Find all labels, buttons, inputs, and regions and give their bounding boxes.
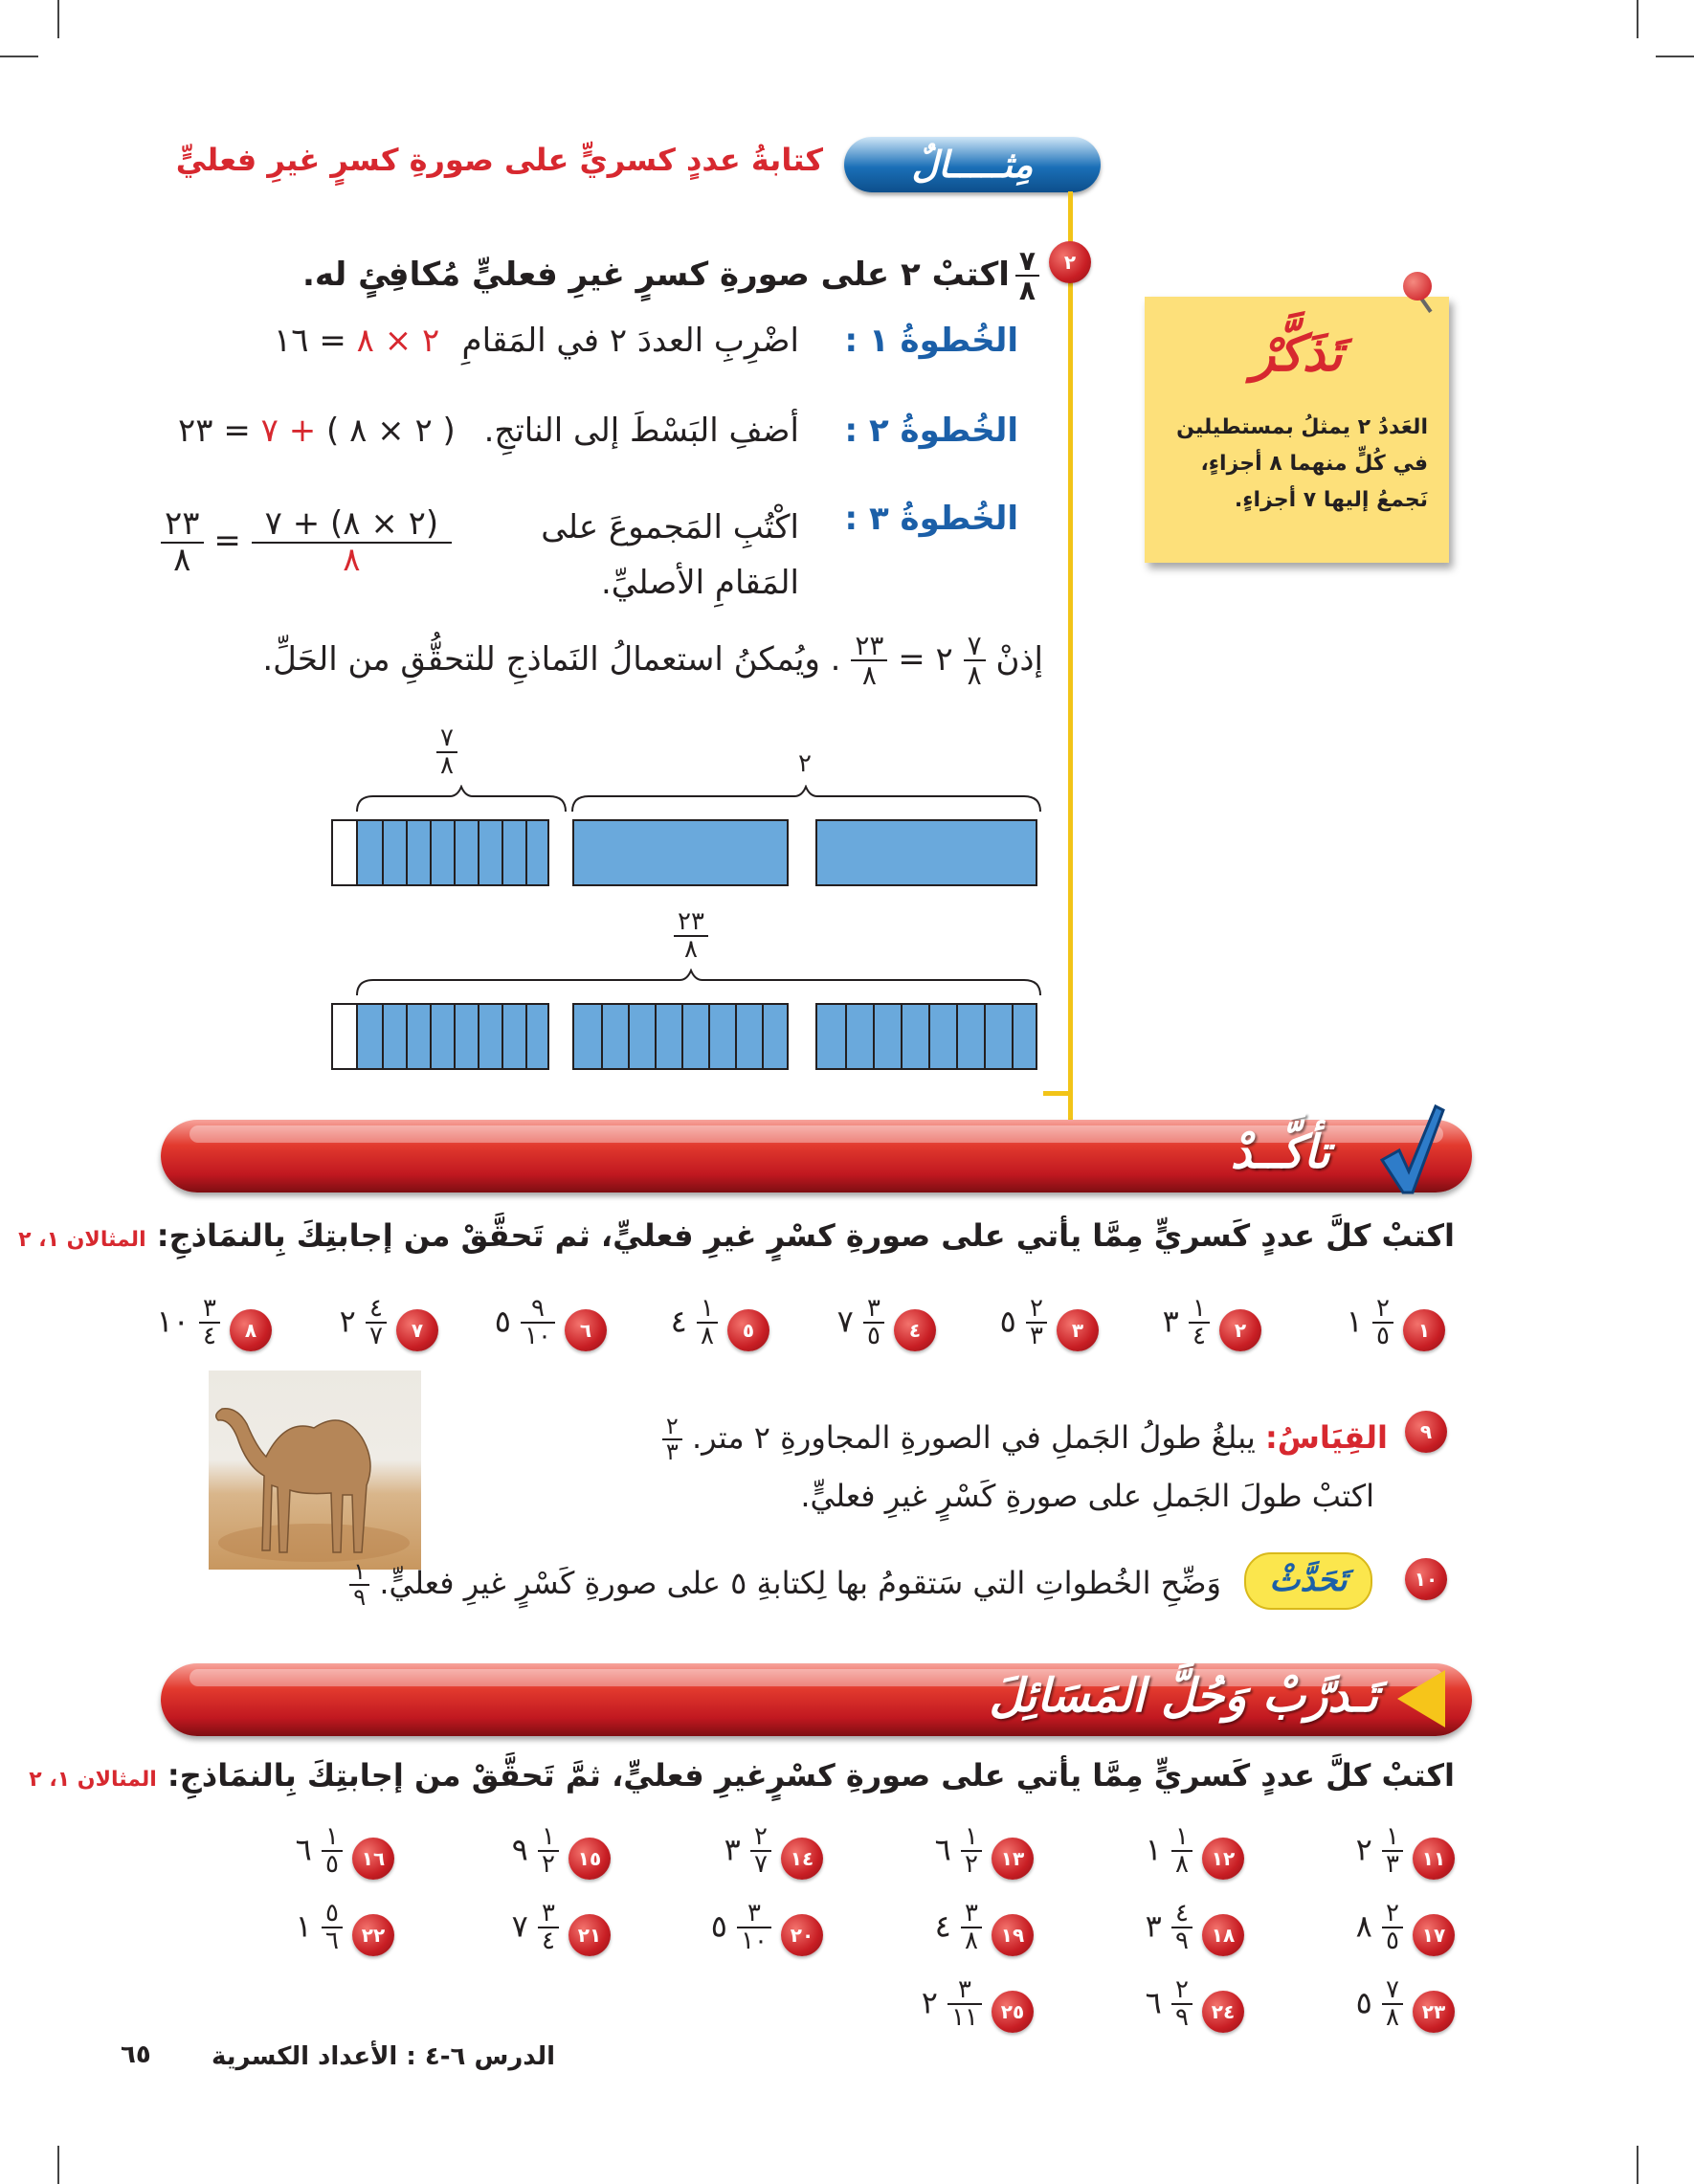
checkmark-icon <box>1378 1101 1445 1196</box>
mixed-number: ٧ $\frac{٣}{٤}$ <box>512 1901 559 1955</box>
mixed-number: ٤ $\frac{٣}{٨}$ <box>935 1901 982 1955</box>
question-number: ٢٢ <box>352 1914 394 1956</box>
mixed-number: ٦ $\frac{١}{٢}$ <box>935 1824 982 1879</box>
question-number: ٨ <box>230 1309 272 1351</box>
question-number: ١٩ <box>992 1914 1034 1956</box>
mixed-number: ٥ $\frac{٩}{١٠}$ <box>495 1296 555 1350</box>
mixed-number: ٢ $\frac{١}{٣}$ <box>1356 1824 1403 1879</box>
model-top-empty-part <box>331 819 358 886</box>
mixed-number: ٧ $\frac{٣}{٥}$ <box>837 1296 884 1350</box>
step-3-math: $\frac{(٢ \times ٨) + ٧}{٨}$ = $\frac{٢٣}{٨}$ <box>161 507 452 577</box>
page-number: ٦٥ <box>121 2040 151 2069</box>
question-number: ١٦ <box>352 1838 394 1880</box>
mixed-number: ٥ $\frac{٧}{٨}$ <box>1356 1977 1403 2032</box>
example-title: كتابةُ عددٍ كسريٍّ على صورةِ كسرٍ غيرِ فعليٍّ <box>175 142 823 178</box>
mixed-number: ١ $\frac{٥}{٦}$ <box>296 1901 343 1955</box>
mixed-number: ٣ $\frac{٢}{٧}$ <box>724 1824 771 1879</box>
problem-frac: $\frac{٧}{٨}$ <box>1015 247 1039 305</box>
question-number: ٢ <box>1219 1309 1261 1351</box>
model-top-whole-bar <box>572 819 789 886</box>
q9-text2: اكتبْ طولَ الجَملِ على صورةِ كَسْرٍ غيرِ فعليٍّ. <box>800 1478 1374 1514</box>
mixed-number: ٦ $\frac{١}{٥}$ <box>296 1824 343 1879</box>
step-3-text: اكْتُبِ المَجموعَ على المَقامِ الأصليِّ. <box>541 508 799 602</box>
step-1-text: اضْرِبِ العددَ ٢ في المَقامِ <box>461 322 799 360</box>
model-top-frac-label: $\frac{٧}{٨}$ <box>436 725 457 780</box>
question-number: ٥ <box>727 1309 769 1351</box>
q9-text: القِيَاسُ: يبلغُ طولُ الجَملِ في الصورةِ المجاورةِ ٢ متر. $\frac{٢}{٣}$ <box>662 1415 1388 1464</box>
question-number: ٢٣ <box>1413 1991 1455 2033</box>
question-number: ١٤ <box>781 1838 823 1880</box>
model-bottom-bar <box>815 1003 1037 1070</box>
mixed-number: ١ $\frac{٢}{٥}$ <box>1347 1296 1393 1350</box>
step-3-label: الخُطوةُ ٣ : <box>844 500 1018 538</box>
mixed-number: ٣ $\frac{٤}{٩}$ <box>1146 1901 1192 1955</box>
example-label: مِثـــــالٌ <box>844 137 1101 192</box>
model-top-braces <box>354 785 1043 813</box>
q9-number: ٩ <box>1405 1411 1447 1453</box>
q10-number: ١٠ <box>1405 1558 1447 1600</box>
model-bottom-label: $\frac{٢٣}{٨}$ <box>674 909 708 964</box>
step-2-math: ( ٢ × ٨ ) + ٧ = ٢٣ <box>178 412 456 450</box>
step-2-label: الخُطوةُ ٢ : <box>844 412 1018 450</box>
talk-bubble: تَحَدَّثْ <box>1244 1552 1372 1610</box>
crop-mark <box>57 0 59 38</box>
question-number: ١٧ <box>1413 1914 1455 1956</box>
practice-title: تَـدرَّبْ وَحُلَّ المَسَائِلَ <box>989 1669 1378 1723</box>
footer-lesson: الدرس ٦-٤ : الأعداد الكسرية <box>212 2042 555 2071</box>
model-top-whole-label: ٢ <box>798 749 812 778</box>
pin-icon <box>1403 272 1432 301</box>
step-2-text: أضفِ البَسْطَ إلى الناتجِ. <box>483 412 799 450</box>
practice-instruction: اكتبْ كلَّ عددٍ كَسريٍّ مِمَّا يأتي على صورةِ كسْرٍغيرِ فعليٍّ، ثمَّ تَحقَّقْ من إجابتِكَ بِالنمَاذجِ: المثالان ١، ٢ <box>29 1757 1455 1794</box>
model-bottom-brace <box>354 969 1043 997</box>
mixed-number: ٤ $\frac{١}{٨}$ <box>671 1296 718 1350</box>
question-number: ٢١ <box>568 1914 611 1956</box>
remember-note <box>1145 297 1449 563</box>
question-number: ٢٥ <box>992 1991 1034 2033</box>
crop-mark <box>1637 2146 1638 2184</box>
question-number: ٢٤ <box>1202 1991 1244 2033</box>
question-number: ٣ <box>1057 1309 1099 1351</box>
model-top-fraction-bar <box>356 819 549 886</box>
example-border-corner <box>1043 1091 1073 1096</box>
step-1-math: ٢ × ٨ = ١٦ <box>274 322 440 360</box>
question-number: ٦ <box>565 1309 607 1351</box>
model-top-whole-bar <box>815 819 1037 886</box>
model-bottom-bar <box>572 1003 789 1070</box>
note-title: تَذَكَّرْ <box>1251 325 1343 383</box>
mixed-number: ٩ $\frac{١}{٢}$ <box>512 1824 559 1879</box>
question-number: ٤ <box>894 1309 936 1351</box>
step-1-label: الخُطوةُ ١ : <box>844 322 1018 360</box>
question-number: ١ <box>1403 1309 1445 1351</box>
camel-image <box>209 1371 421 1570</box>
check-title: تأكَّــدْ <box>1230 1125 1330 1179</box>
mixed-number: ٥ $\frac{٣}{١٠}$ <box>711 1901 771 1955</box>
question-number: ٢٠ <box>781 1914 823 1956</box>
question-number: ١٨ <box>1202 1914 1244 1956</box>
problem-text: $\frac{٧}{٨}$ اكتبْ ٢ على صورةِ كسرٍ غيرِ فعليٍّ مُكافِئٍ له. <box>302 247 1039 305</box>
triangle-icon <box>1397 1670 1445 1727</box>
mixed-number: ٨ $\frac{٢}{٥}$ <box>1356 1901 1403 1955</box>
mixed-number: ٢ $\frac{٣}{١١}$ <box>922 1977 982 2032</box>
q10-text: وَضِّحِ الخُطواتِ التي سَتقومُ بها لِكتابةِ ٥ على صورةِ كَسْرٍ غيرِ فعليٍّ. $\frac{١}{٩}$ <box>349 1560 1221 1610</box>
problem-number: ٢ <box>1049 241 1091 283</box>
note-body: العَددُ ٢ يمثلُ بمستطيلين في كُلٍّ منهما ٨ أجزاءٍ، نَجمعُ إليها ٧ أجزاءٍ. <box>1176 415 1428 512</box>
mixed-number: ٣ $\frac{١}{٤}$ <box>1163 1296 1210 1350</box>
mixed-number: ٦ $\frac{٢}{٩}$ <box>1146 1977 1192 2032</box>
check-instruction: اكتبْ كلَّ عددٍ كَسريٍّ مِمَّا يأتي على صورةِ كسْرٍ غيرِ فعليٍّ، ثم تَحقَّقْ من إجابتِكَ بِالنمَاذجِ: المثالان ١، ٢ <box>18 1217 1455 1254</box>
mixed-number: ١ $\frac{١}{٨}$ <box>1146 1824 1192 1879</box>
crop-mark <box>1656 56 1694 57</box>
question-number: ١٣ <box>992 1838 1034 1880</box>
question-number: ١١ <box>1413 1838 1455 1880</box>
question-number: ١٢ <box>1202 1838 1244 1880</box>
question-number: ١٥ <box>568 1838 611 1880</box>
crop-mark <box>0 56 38 57</box>
crop-mark <box>57 2146 59 2184</box>
model-bottom-bar <box>356 1003 549 1070</box>
mixed-number: ٥ $\frac{٢}{٣}$ <box>1000 1296 1047 1350</box>
crop-mark <box>1637 0 1638 38</box>
mixed-number: ٢ $\frac{٤}{٧}$ <box>340 1296 387 1350</box>
mixed-number: ١٠ $\frac{٣}{٤}$ <box>156 1296 220 1350</box>
model-bottom-empty-part <box>331 1003 358 1070</box>
example-border <box>1068 191 1073 1120</box>
conclusion: إذنْ $\frac{٧}{٨}$ ٢ = $\frac{٢٣}{٨}$ . ويُمكنُ استعمالُ النَماذجِ للتحقُّقِ من الحَلِّ. <box>262 630 1043 692</box>
question-number: ٧ <box>396 1309 438 1351</box>
